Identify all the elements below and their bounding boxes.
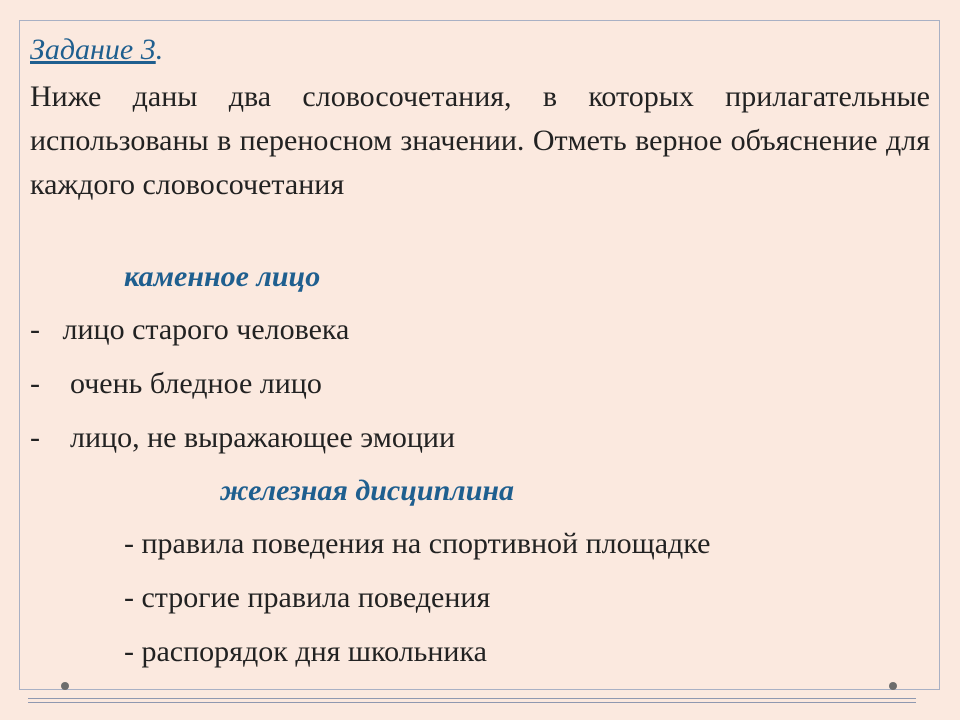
bottom-rule-top [28,698,916,699]
left-dot-ornament [61,682,69,690]
option-1-1[interactable]: - лицо старого человека [30,313,350,346]
phrase-zheleznaya-distsiplina: железная дисциплина [220,474,515,507]
option-1-2[interactable]: - очень бледное лицо [30,367,322,400]
task-title-link[interactable]: Задание 3 [30,33,156,66]
option-2-1[interactable]: - правила поведения на спортивной площадке [124,527,711,560]
task-title [30,28,930,72]
task-instructions: Ниже даны два словосочетания, в которых прилагательные использованы в переносном значении. Отметь верное объяснение для каждого словосочетания [30,80,930,201]
option-1-3[interactable]: - лицо, не выражающее эмоции [30,421,456,454]
phrase-kamennoe-litso: каменное лицо [124,260,321,293]
task-title-suffix: . [155,33,164,66]
bottom-rule-bottom [28,702,916,703]
option-2-2[interactable]: - строгие правила поведения [124,581,491,614]
slide-content [30,28,930,679]
option-2-3[interactable]: - распорядок дня школьника [124,635,487,668]
right-dot-ornament [889,682,897,690]
